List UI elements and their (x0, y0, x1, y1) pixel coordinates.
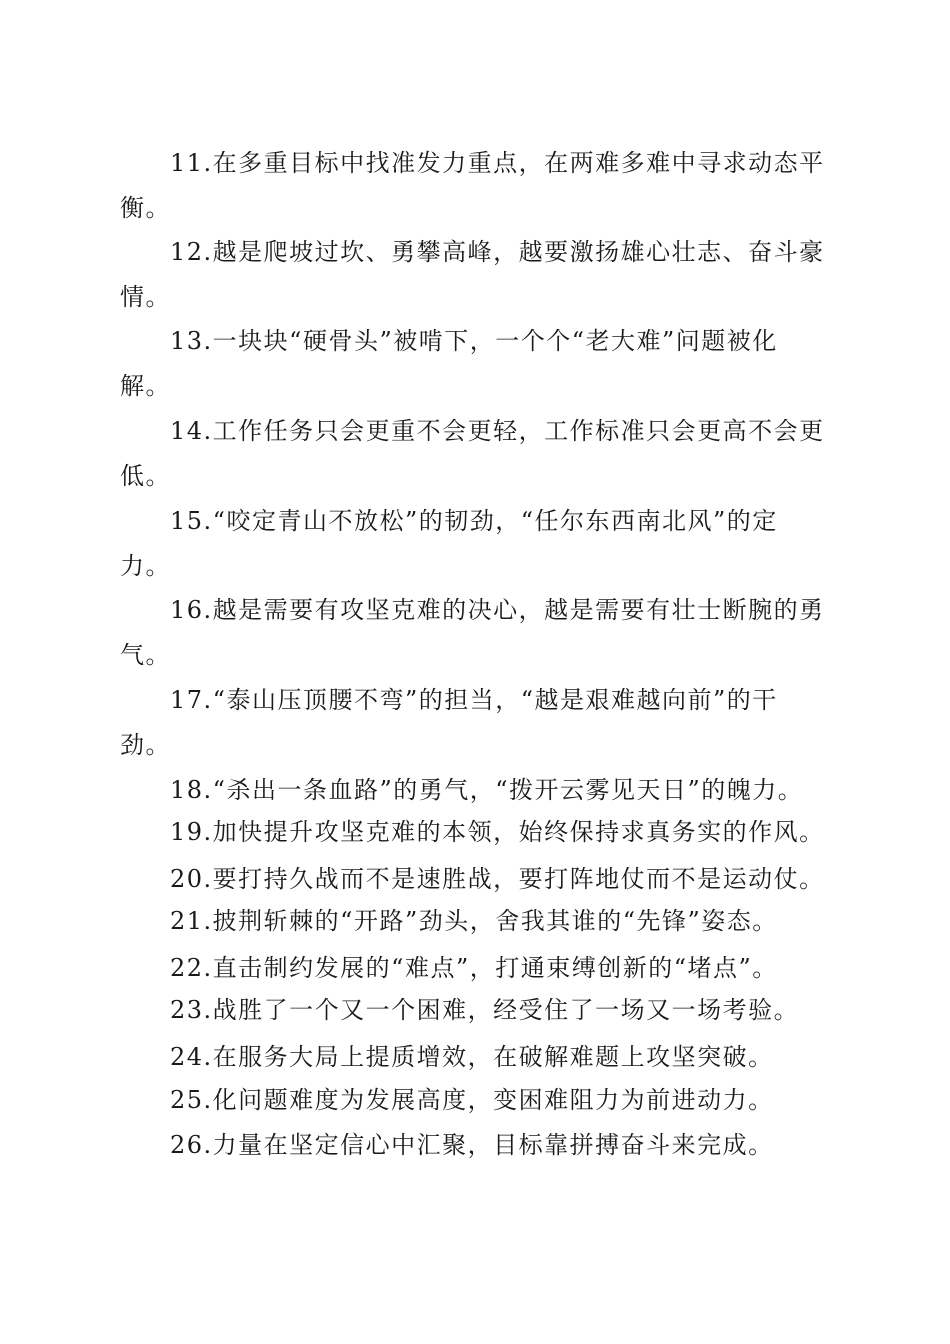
list-item-25 (170, 1085, 774, 1115)
item-text: 化问题难度为发展高度，变困难阻力为前进动力。 (212, 1086, 774, 1114)
list-item-15-continuation: 力。 (120, 552, 171, 580)
item-number: 13. (170, 327, 213, 355)
list-item-23 (170, 995, 799, 1025)
list-item-11-continuation: 衡。 (120, 194, 171, 222)
item-number: 20. (170, 865, 213, 893)
list-item-11 (170, 148, 825, 178)
item-text: 在多重目标中找准发力重点，在两难多难中寻求动态平 (212, 149, 825, 177)
item-number: 21. (170, 907, 213, 935)
item-number: 11. (170, 149, 213, 177)
item-text: 加快提升攻坚克难的本领，始终保持求真务实的作风。 (212, 818, 825, 846)
list-item-12 (170, 237, 825, 267)
item-number: 18. (170, 776, 213, 804)
list-item-17-continuation: 劲。 (120, 731, 171, 759)
item-number: 26. (170, 1131, 213, 1159)
item-text: 工作任务只会更重不会更轻，工作标准只会更高不会更 (212, 417, 825, 445)
list-item-26 (170, 1130, 774, 1160)
item-text: 战胜了一个又一个困难，经受住了一场又一场考验。 (212, 996, 800, 1024)
item-number: 25. (170, 1086, 213, 1114)
list-item-14 (170, 416, 825, 446)
list-item-15 (170, 506, 778, 536)
item-text: 披荆斩棘的“开路”劲头，舍我其谁的“先锋”姿态。 (212, 907, 778, 935)
item-number: 19. (170, 818, 213, 846)
list-item-12-continuation: 情。 (120, 283, 171, 311)
list-item-13 (170, 326, 778, 356)
list-item-20 (170, 864, 825, 894)
list-item-18 (170, 775, 803, 805)
item-number: 23. (170, 996, 213, 1024)
list-item-19 (170, 817, 825, 847)
item-text: 一块块“硬骨头”被啃下，一个个“老大难”问题被化 (212, 327, 778, 355)
list-item-16 (170, 595, 825, 625)
list-item-21 (170, 906, 778, 936)
item-number: 15. (170, 507, 213, 535)
list-item-17 (170, 685, 778, 715)
item-number: 12. (170, 238, 213, 266)
item-text: “泰山压顶腰不弯”的担当，“越是艰难越向前”的干 (212, 686, 778, 714)
list-item-22 (170, 953, 778, 983)
item-text: 直击制约发展的“难点”，打通束缚创新的“堵点”。 (212, 954, 778, 982)
item-text: 力量在坚定信心中汇聚，目标靠拼搏奋斗来完成。 (212, 1131, 774, 1159)
item-text: 越是需要有攻坚克难的决心，越是需要有壮士断腕的勇 (212, 596, 825, 624)
item-number: 16. (170, 596, 213, 624)
item-text: “咬定青山不放松”的韧劲，“任尔东西南北风”的定 (212, 507, 778, 535)
item-text: 在服务大局上提质增效，在破解难题上攻坚突破。 (212, 1043, 774, 1071)
list-item-24 (170, 1042, 774, 1072)
item-number: 22. (170, 954, 213, 982)
item-number: 17. (170, 686, 213, 714)
item-number: 24. (170, 1043, 213, 1071)
item-text: 越是爬坡过坎、勇攀高峰，越要激扬雄心壮志、奋斗豪 (212, 238, 825, 266)
item-number: 14. (170, 417, 213, 445)
item-text: “杀出一条血路”的勇气，“拨开云雾见天日”的魄力。 (212, 776, 804, 804)
list-item-16-continuation: 气。 (120, 641, 171, 669)
list-item-14-continuation: 低。 (120, 462, 171, 490)
item-text: 要打持久战而不是速胜战，要打阵地仗而不是运动仗。 (212, 865, 825, 893)
list-item-13-continuation: 解。 (120, 372, 171, 400)
